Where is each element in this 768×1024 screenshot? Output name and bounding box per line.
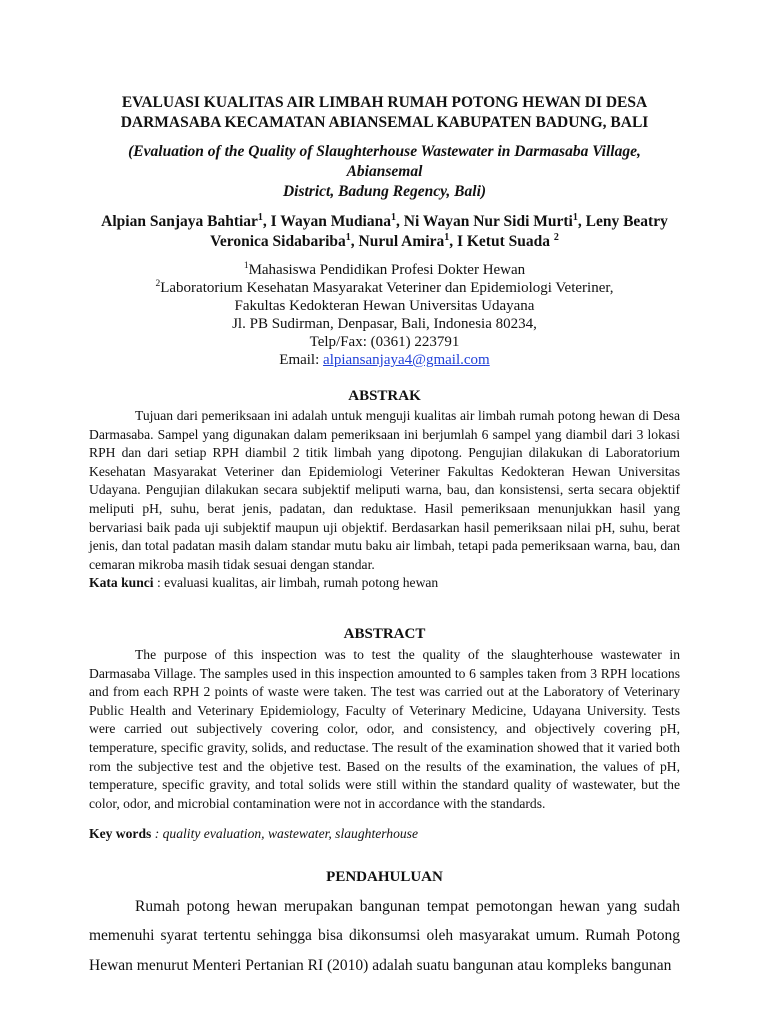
pendahuluan-paragraph (89, 892, 680, 981)
author-affiliation-mark: 1 (345, 231, 351, 243)
author-name: Nurul Amira (358, 233, 445, 250)
author-affiliation-mark: 1 (572, 211, 578, 223)
english-title (89, 142, 680, 202)
abstrak-keywords-text: : evaluasi kualitas, air limbah, rumah potong hewan (153, 575, 439, 591)
author-affiliation-mark: 1 (444, 231, 450, 243)
affiliation-line-1: Mahasiswa Pendidikan Profesi Dokter Hewan (248, 262, 526, 278)
paper-title (89, 93, 680, 133)
abstract-heading: ABSTRACT (343, 625, 426, 642)
abstract-keywords-text: : quality evaluation, wastewater, slaughterhouse (151, 826, 419, 842)
pendahuluan-heading: PENDAHULUAN (326, 868, 443, 885)
abstract-keywords-label: Key words (89, 826, 152, 842)
abstract-paragraph (89, 646, 680, 813)
affiliation-line-3: Fakultas Kedokteran Hewan Universitas Udayana (234, 298, 535, 314)
title-line-1: EVALUASI KUALITAS AIR LIMBAH RUMAH POTONG HEWAN DI DESA (121, 94, 648, 111)
author-separator: , (449, 233, 457, 250)
author-name: I Ketut Suada (456, 233, 554, 250)
abstrak-text: Tujuan dari pemeriksaan ini adalah untuk menguji kualitas air limbah rumah potong hewan di Desa Darmasaba. Sampel yang digunakan dalam pemeriksaan ini berjumlah 6 sampel yang diambil dari 3 lokasi RPH dan dari setiap RPH diambil 2 titik limbah yang dipotong. Pengujian dilakukan di Laboratorium Kesehatan Masyarakat Veteriner dan Epidemiologi Veteriner Fakultas Kedokteran Hewan Universitas Udayana. Pengujian dilakukan secara subjektif meliputi warna, bau, dan konsistensi, serta secara objektif meliputi pH, suhu, berat jenis, padatan, dan reduktase. Hasil pemeriksaan menunjukkan hasil yang bervariasi baik pada uji subjektif maupun uji objektif. Berdasarkan hasil pemeriksaan nilai pH, suhu, berat jenis, dan total padatan masih dalam standar mutu baku air limbah, tetapi pada pemeriksaan warna, bau, dan cemaran mikroba masih tidak sesuai dengan standar. (89, 408, 680, 572)
author-list (89, 212, 680, 252)
pendahuluan-text: Rumah potong hewan merupakan bangunan tempat pemotongan hewan yang sudah memenuhi syarat tertentu sehingga bisa dikonsumsi oleh masyarakat umum. Rumah Potong Hewan menurut Menteri Pertanian RI (2010) adalah suatu bangunan atau kompleks bangunan (89, 897, 680, 974)
abstract-keywords (89, 825, 680, 844)
author-name: I Wayan Mudiana (270, 213, 391, 230)
title-line-2: DARMASABA KECAMATAN ABIANSEMAL KABUPATEN BADUNG, BALI (120, 114, 649, 131)
abstrak-section (89, 387, 680, 593)
abstract-section (89, 625, 680, 844)
author-separator: , (577, 213, 586, 230)
affiliation-phone: Telp/Fax: (0361) 223791 (309, 334, 460, 350)
author-separator: , (262, 213, 271, 230)
affiliation-mark: 2 (155, 279, 161, 289)
author-name: Alpian Sanjaya Bahtiar (101, 213, 258, 230)
affiliation-line-2: Laboratorium Kesehatan Masyarakat Veteriner dan Epidemiologi Veteriner, (160, 280, 614, 296)
author-name: Veronica Sidabariba (210, 233, 346, 250)
abstrak-keywords (89, 574, 680, 593)
author-affiliation-mark: 2 (553, 231, 559, 243)
abstrak-paragraph (89, 407, 680, 574)
email-link[interactable]: alpiansanjaya4@gmail.com (323, 352, 490, 368)
pendahuluan-section (89, 868, 680, 981)
abstrak-keywords-label: Kata kunci (89, 575, 154, 591)
affiliation-address: Jl. PB Sudirman, Denpasar, Bali, Indonesia 80234, (232, 316, 537, 332)
email-label: Email: (279, 352, 324, 368)
affiliation-block (89, 261, 680, 369)
author-name: Ni Wayan Nur Sidi Murti (403, 213, 573, 230)
author-affiliation-mark: 1 (391, 211, 396, 223)
abstract-text: The purpose of this inspection was to test the quality of the slaughterhouse wastewater in Darmasaba Village. The samples used in this inspection amounted to 6 samples taken from 3 RPH locations and from each RPH 2 points of waste were taken. The test was carried out at the Laboratory of Veterinary Public Health and Veterinary Epidemiology, Faculty of Veterinary Medicine, Udayana University. Tests were carried out subjectively covering color, odor, and consistency, and objectively covering pH, temperature, specific gravity, solids, and reductase. The result of the examination showed that it varied both rom the subjective test and the objetive test. Based on the results of the examination, the values of pH, temperature, specific gravity, and total solids were still within the standard quality of wastewater, but the color, odor, and microbial contamination were not in accordance with the standards. (89, 646, 680, 811)
author-name: Leny Beatry (585, 213, 668, 230)
english-title-line-2: District, Badung Regency, Bali) (282, 183, 487, 200)
affiliation-mark: 1 (243, 261, 249, 271)
author-separator: , (350, 233, 359, 250)
author-separator: , (396, 213, 404, 230)
author-affiliation-mark: 1 (257, 211, 263, 223)
title-block (89, 93, 680, 369)
abstrak-heading: ABSTRAK (348, 388, 421, 404)
english-title-line-1: (Evaluation of the Quality of Slaughterhouse Wastewater in Darmasaba Village, Abiansemal (128, 143, 641, 180)
